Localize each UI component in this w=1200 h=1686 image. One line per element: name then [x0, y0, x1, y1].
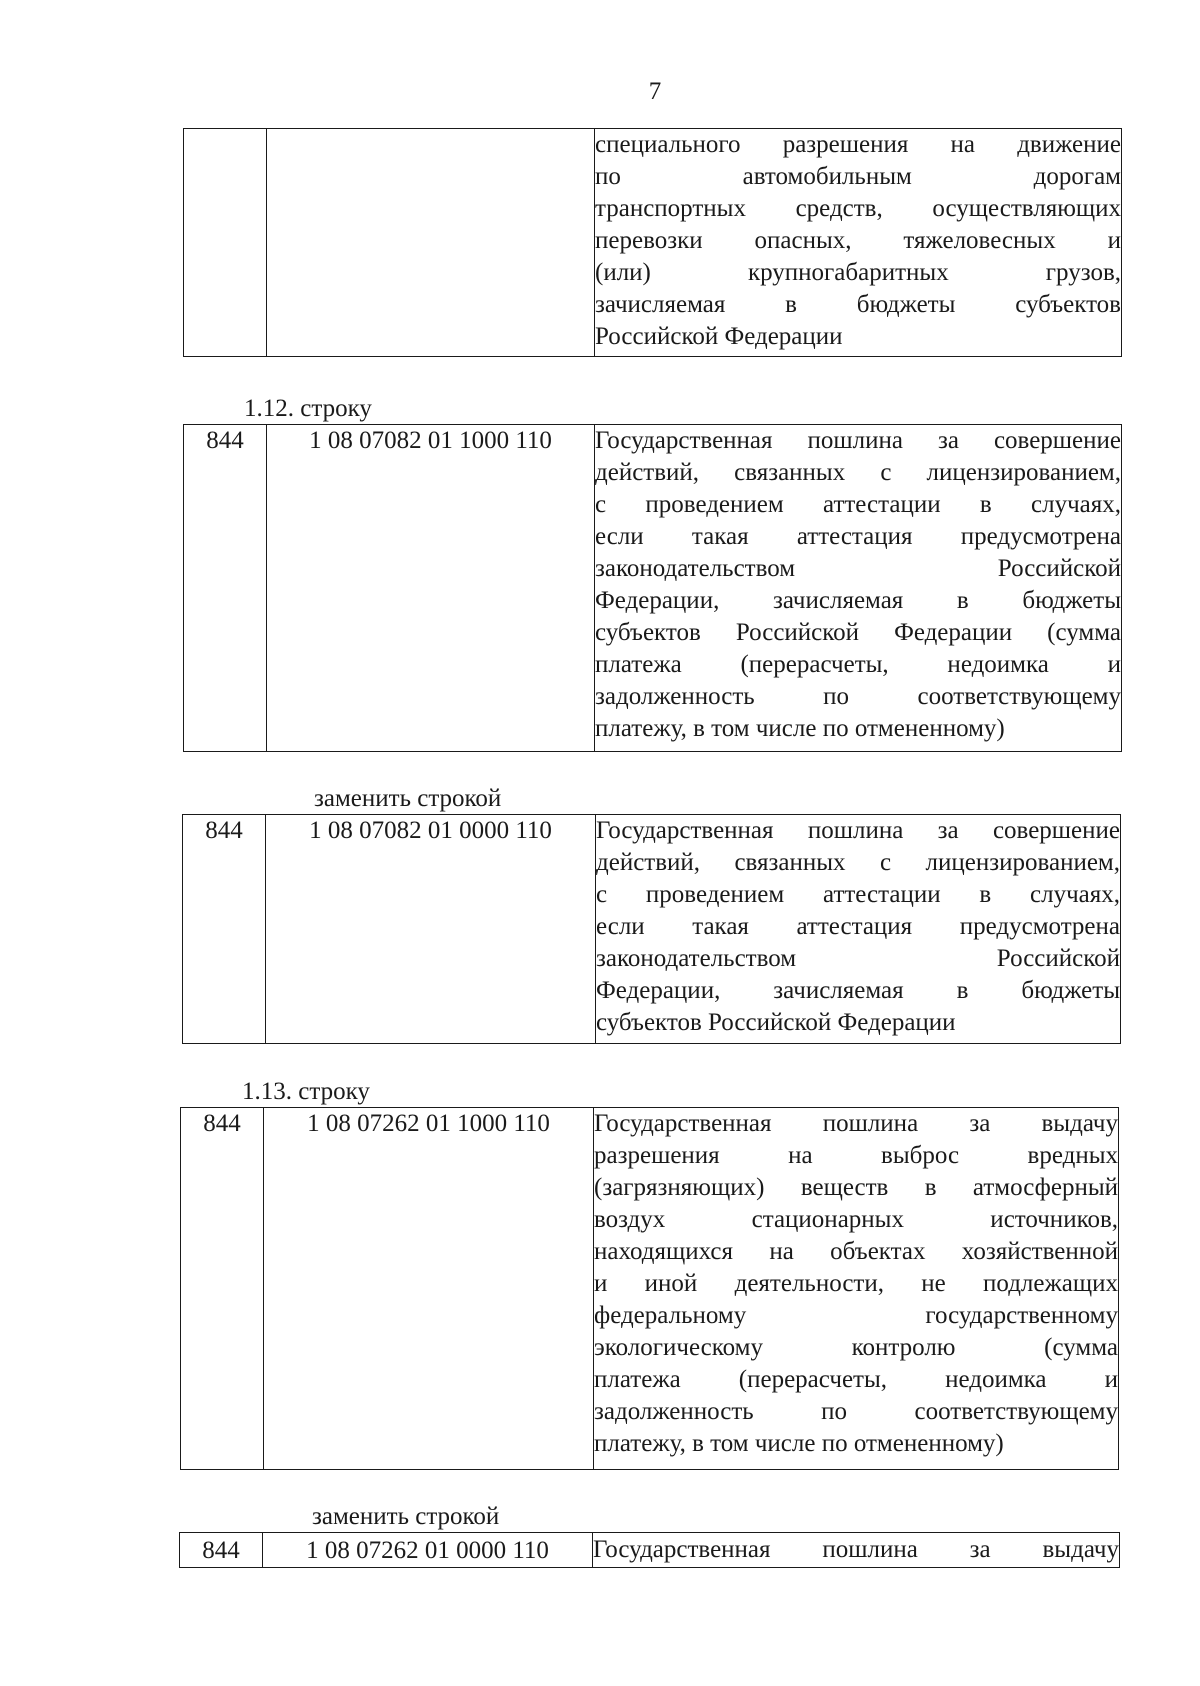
description-line: Государственная пошлина за совершение — [596, 817, 1120, 844]
description-line: действий, связанных с лицензированием, — [595, 459, 1121, 486]
cell-number — [184, 129, 267, 357]
description-line: перевозки опасных, тяжеловесных и — [595, 227, 1121, 254]
table-1-13-old-row — [180, 1107, 1119, 1470]
section-1-12-caption: 1.12. строку — [244, 395, 372, 422]
description-line: с проведением аттестации в случаях, — [596, 881, 1120, 908]
description-line: платежа (перерасчеты, недоимка и — [594, 1366, 1118, 1393]
cell-code — [267, 129, 595, 357]
description-line: платежу, в том числе по отмененному) — [595, 715, 1005, 742]
description-line: законодательством Российской — [595, 555, 1121, 582]
cell-number: 844 — [181, 1108, 264, 1470]
description-line: экологическому контролю (сумма — [594, 1334, 1118, 1361]
description-line: Государственная пошлина за выдачу — [594, 1110, 1118, 1137]
description-line: если такая аттестация предусмотрена — [596, 913, 1120, 940]
cell-description — [593, 1533, 1120, 1568]
description-line: задолженность по соответствующему — [595, 683, 1121, 710]
description-line: по автомобильным дорогам — [595, 163, 1121, 190]
description-line: федеральному государственному — [594, 1302, 1118, 1329]
cell-number: 844 — [184, 425, 267, 752]
description-line: Федерации, зачисляемая в бюджеты — [596, 977, 1120, 1004]
description-line: если такая аттестация предусмотрена — [595, 523, 1121, 550]
description-line: субъектов Российской Федерации (сумма — [595, 619, 1121, 646]
section-1-13-replace-caption: заменить строкой — [312, 1503, 500, 1530]
description-line: зачисляемая в бюджеты субъектов — [595, 291, 1121, 318]
table-row — [183, 815, 1121, 1044]
table-1-13-new-row — [179, 1532, 1120, 1568]
description-line: с проведением аттестации в случаях, — [595, 491, 1121, 518]
description-line: Государственная пошлина за выдачу — [593, 1536, 1119, 1563]
description-line: и иной деятельности, не подлежащих — [594, 1270, 1118, 1297]
cell-description — [594, 1108, 1119, 1470]
description-line: (загрязняющих) веществ в атмосферный — [594, 1174, 1118, 1201]
cell-code: 1 08 07262 01 1000 110 — [264, 1108, 594, 1470]
cell-code: 1 08 07082 01 0000 110 — [266, 815, 596, 1044]
description-line: разрешения на выброс вредных — [594, 1142, 1118, 1169]
table-row — [181, 1108, 1119, 1470]
table-row — [184, 129, 1122, 357]
description-line: Российской Федерации — [595, 323, 843, 350]
cell-description — [596, 815, 1121, 1044]
table-row — [180, 1533, 1120, 1568]
description-line: Федерации, зачисляемая в бюджеты — [595, 587, 1121, 614]
description-line: задолженность по соответствующему — [594, 1398, 1118, 1425]
description-line: (или) крупногабаритных грузов, — [595, 259, 1121, 286]
description-line: субъектов Российской Федерации — [596, 1009, 956, 1036]
table-row — [184, 425, 1122, 752]
description-line: действий, связанных с лицензированием, — [596, 849, 1120, 876]
description-line: Государственная пошлина за совершение — [595, 427, 1121, 454]
table-top-continuation — [183, 128, 1122, 357]
cell-number: 844 — [180, 1533, 263, 1568]
section-1-13-caption: 1.13. строку — [242, 1078, 370, 1105]
description-line: платежу, в том числе по отмененному) — [594, 1430, 1004, 1457]
table-1-12-old-row — [183, 424, 1122, 752]
cell-code: 1 08 07262 01 0000 110 — [263, 1533, 593, 1568]
description-line: платежа (перерасчеты, недоимка и — [595, 651, 1121, 678]
description-line: законодательством Российской — [596, 945, 1120, 972]
cell-code: 1 08 07082 01 1000 110 — [267, 425, 595, 752]
cell-description — [595, 129, 1122, 357]
description-line: специального разрешения на движение — [595, 131, 1121, 158]
page-number: 7 — [648, 78, 662, 105]
description-line: воздух стационарных источников, — [594, 1206, 1118, 1233]
description-line: находящихся на объектах хозяйственной — [594, 1238, 1118, 1265]
section-1-12-replace-caption: заменить строкой — [314, 785, 502, 812]
description-line: транспортных средств, осуществляющих — [595, 195, 1121, 222]
cell-description — [595, 425, 1122, 752]
cell-number: 844 — [183, 815, 266, 1044]
table-1-12-new-row — [182, 814, 1121, 1044]
